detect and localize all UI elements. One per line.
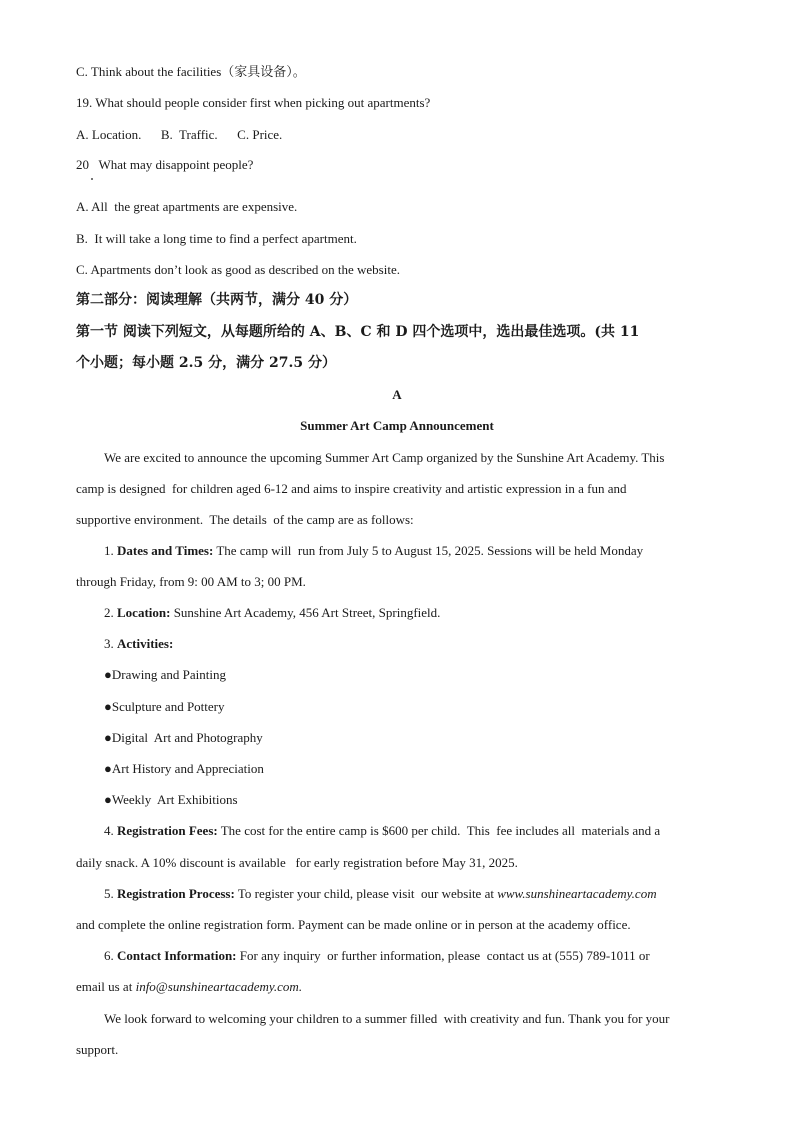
q20-option-b: B. It will take a long time to find a perfect apartment. <box>76 231 357 246</box>
q20-option-c: C. Apartments don’t look as good as described on the website. <box>76 262 400 277</box>
item-number: 6. <box>104 948 117 963</box>
section1-instructions-line2: 个小题；每小题 2.5 分，满分 27.5 分） <box>76 355 336 371</box>
q19-stem: 19. What should people consider first when picking out apartments? <box>76 95 431 110</box>
item-label: Registration Process: <box>117 886 235 901</box>
item-text: Sunshine Art Academy, 456 Art Street, Springfield. <box>170 605 441 620</box>
item-activities <box>104 636 173 652</box>
item-number: 4. <box>104 823 117 838</box>
q20-option-a: A. All the great apartments are expensive. <box>76 199 298 214</box>
item-label: Contact Information: <box>117 948 237 963</box>
passage-letter: A <box>392 387 402 402</box>
item-label: Location: <box>117 605 171 620</box>
closing-line-2: support. <box>76 1042 119 1057</box>
item-number: 1. <box>104 543 117 558</box>
q20-stem: 20 What may disappoint people? <box>76 157 254 172</box>
item-contact-information <box>104 948 650 964</box>
section1-instructions-line1: 第一节 阅读下列短文，从每题所给的 A、B、C 和 D 四个选项中，选出最佳选项。(共 11 <box>76 324 640 340</box>
stray-dot <box>91 178 93 180</box>
item-label: Dates and Times: <box>117 543 214 558</box>
item-location <box>104 605 440 621</box>
item-text: For any inquiry or further information, please contact us at (555) 789-1011 or <box>236 948 650 963</box>
q19-options: A. Location. B. Traffic. C. Price. <box>76 127 283 142</box>
item-registration-process-cont: and complete the online registration form. Payment can be made online or in person at the academy office. <box>76 917 631 932</box>
activity-bullet: ●Digital Art and Photography <box>104 730 263 745</box>
activity-bullet: ●Art History and Appreciation <box>104 761 264 776</box>
closing-line-1: We look forward to welcoming your children to a summer filled with creativity and fun. Thank you for your <box>104 1011 670 1026</box>
website-link[interactable]: www.sunshineartacademy.com <box>497 886 657 901</box>
passage-title: Summer Art Camp Announcement <box>300 418 494 433</box>
item-number: 5. <box>104 886 117 901</box>
intro-line-2: camp is designed for children aged 6-12 and aims to inspire creativity and artistic expression in a fun and <box>76 481 627 496</box>
item-dates-times-cont: through Friday, from 9: 00 AM to 3; 00 PM. <box>76 574 306 589</box>
part2-heading: 第二部分：阅读理解（共两节，满分 40 分） <box>76 292 358 308</box>
item-label: Registration Fees: <box>117 823 218 838</box>
email-prefix: email us at <box>76 979 136 994</box>
item-number: 2. <box>104 605 117 620</box>
item-label: Activities: <box>117 636 174 651</box>
activity-bullet: ●Weekly Art Exhibitions <box>104 792 238 807</box>
item-registration-fees-cont: daily snack. A 10% discount is available for early registration before May 31, 2025. <box>76 855 518 870</box>
item-dates-times <box>104 543 643 559</box>
item-registration-process <box>104 886 657 902</box>
item-number: 3. <box>104 636 117 651</box>
q18-option-c: C. Think about the facilities（家具设备）。 <box>76 64 306 79</box>
item-text: The camp will run from July 5 to August 15, 2025. Sessions will be held Monday <box>213 543 644 558</box>
item-contact-information-cont <box>76 979 302 995</box>
intro-line-3: supportive environment. The details of the camp are as follows: <box>76 512 414 527</box>
intro-line-1: We are excited to announce the upcoming Summer Art Camp organized by the Sunshine Art Academy. This <box>104 450 665 465</box>
item-text: To register your child, please visit our website at <box>234 886 498 901</box>
activity-bullet: ●Sculpture and Pottery <box>104 699 225 714</box>
email-link[interactable]: info@sunshineartacademy.com. <box>135 979 303 994</box>
item-registration-fees <box>104 823 660 839</box>
item-text: The cost for the entire camp is $600 per child. This fee includes all materials and a <box>217 823 661 838</box>
activity-bullet: ●Drawing and Painting <box>104 667 226 682</box>
